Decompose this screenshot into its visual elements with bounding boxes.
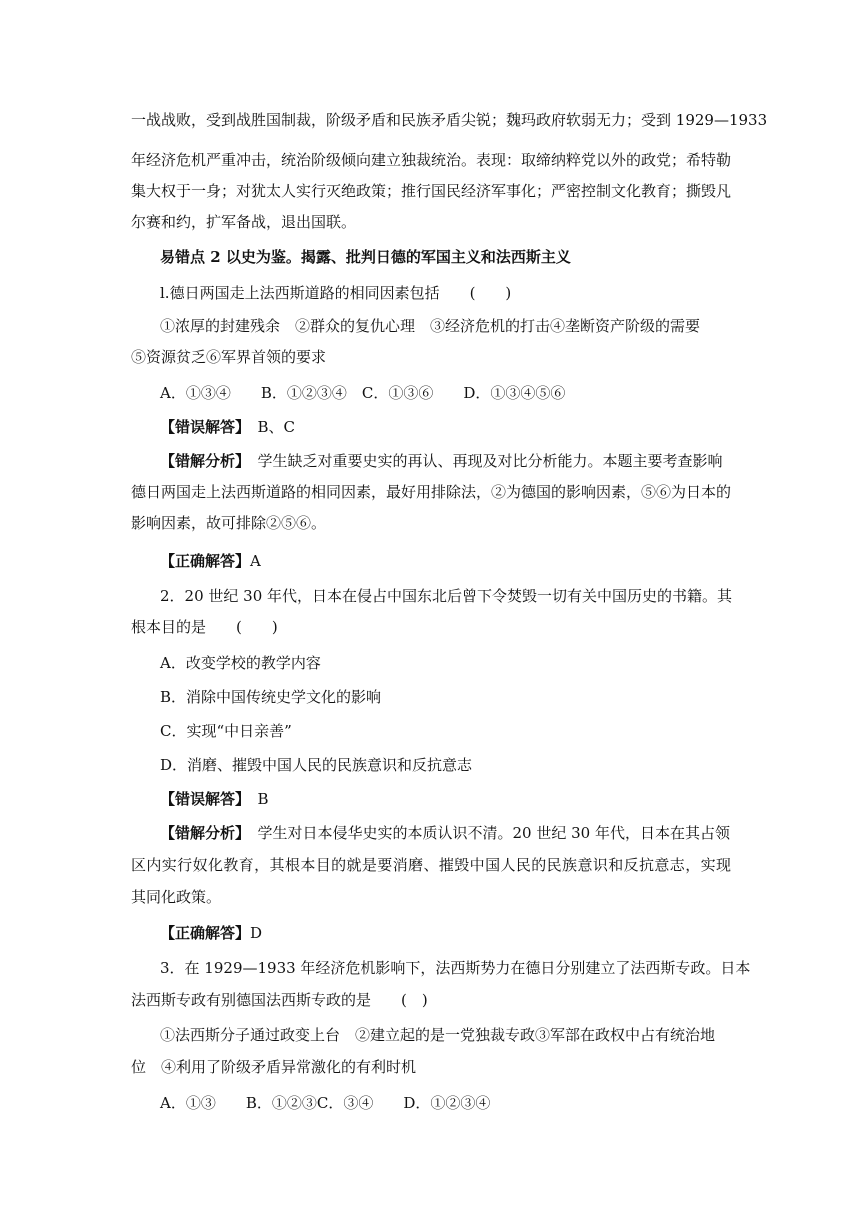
q1-stem: l.德日两国走上法西斯道路的相同因素包括 ( ): [160, 284, 512, 302]
q2-wrong-answer: [160, 788, 760, 810]
intro-line-2: 年经济危机严重冲击，统治阶级倾向建立独裁统治。表现：取缔纳粹党以外的政党；希特勒: [131, 151, 732, 169]
q2-correct-answer: [160, 922, 760, 944]
q2-analysis-line-2: 区内实行奴化教育，其根本目的就是要消磨、摧毁中国人民的民族意识和反抗意志，实现: [131, 856, 731, 874]
q3-options-line-1: ①法西斯分子通过政变上台 ②建立起的是一党独裁专政③军部在政权中占有统治地: [160, 1026, 716, 1044]
q1-analysis-line-1: [160, 450, 760, 472]
q2-option-b: B．消除中国传统史学文化的影响: [160, 688, 382, 706]
q2-stem-line-2: 根本目的是 ( ): [131, 618, 278, 636]
q1-options-line-1: ①浓厚的封建残余 ②群众的复仇心理 ③经济危机的打击④垄断资产阶级的需要: [160, 317, 701, 335]
q3-stem-line-1: 3．在 1929—1933 年经济危机影响下，法西斯势力在德日分别建立了法西斯专政。日本: [160, 959, 751, 977]
correct-answer-value: D: [250, 924, 263, 942]
analysis-text: 学生对日本侵华史实的本质认识不清。20 世纪 30 年代，日本在其占领: [242, 824, 730, 842]
q2-analysis-line-3: 其同化政策。: [131, 888, 222, 906]
intro-line-3: 集大权于一身；对犹太人实行灭绝政策；推行国民经济军事化；严密控制文化教育；撕毁凡: [131, 182, 732, 200]
q3-stem-line-2: 法西斯专政有别德国法西斯专政的是 ( ): [131, 991, 428, 1009]
q2-analysis-line-1: [160, 822, 760, 844]
section-title: 易错点 2 以史为鉴。揭露、批判日德的军国主义和法西斯主义: [160, 248, 571, 266]
q2-option-a: A．改变学校的教学内容: [160, 654, 321, 672]
q1-wrong-answer: [160, 416, 760, 438]
q3-choices: A．①③ B．①②③C．③④ D．①②③④: [160, 1094, 491, 1112]
q1-correct-answer: [160, 550, 760, 572]
correct-answer-label: 【正确解答】: [160, 924, 251, 942]
analysis-label: 【错解分析】: [160, 824, 243, 842]
q2-option-d: D．消磨、摧毁中国人民的民族意识和反抗意志: [160, 756, 473, 774]
analysis-text: 学生缺乏对重要史实的再认、再现及对比分析能力。本题主要考查影响: [242, 452, 723, 470]
intro-line-4: 尔赛和约，扩军备战，退出国联。: [131, 213, 357, 231]
wrong-answer-value: B: [242, 790, 269, 808]
q1-choices: A．①③④ B．①②③④ C．①③⑥ D．①③④⑤⑥: [160, 384, 566, 402]
q2-stem-line-1: 2．20 世纪 30 年代，日本在侵占中国东北后曾下令焚毁一切有关中国历史的书籍。其: [160, 587, 733, 605]
wrong-answer-label: 【错误解答】: [160, 418, 243, 436]
q2-option-c: C．实现“中日亲善”: [160, 722, 292, 740]
q3-options-line-2: 位 ④利用了阶级矛盾异常激化的有利时机: [131, 1058, 417, 1076]
correct-answer-label: 【正确解答】: [160, 552, 251, 570]
wrong-answer-label: 【错误解答】: [160, 790, 243, 808]
q1-analysis-line-2: 德日两国走上法西斯道路的相同因素，最好用排除法，②为德国的影响因素，⑤⑥为日本的: [131, 483, 732, 501]
correct-answer-value: A: [250, 552, 261, 570]
q1-options-line-2: ⑤资源贫乏⑥军界首领的要求: [131, 348, 327, 366]
wrong-answer-value: B、C: [242, 418, 296, 436]
intro-line-1: 一战战败，受到战胜国制裁，阶级矛盾和民族矛盾尖锐；魏玛政府软弱无力；受到 1929—1933: [131, 111, 768, 129]
analysis-label: 【错解分析】: [160, 452, 243, 470]
q1-analysis-line-3: 影响因素，故可排除②⑤⑥。: [131, 514, 327, 532]
